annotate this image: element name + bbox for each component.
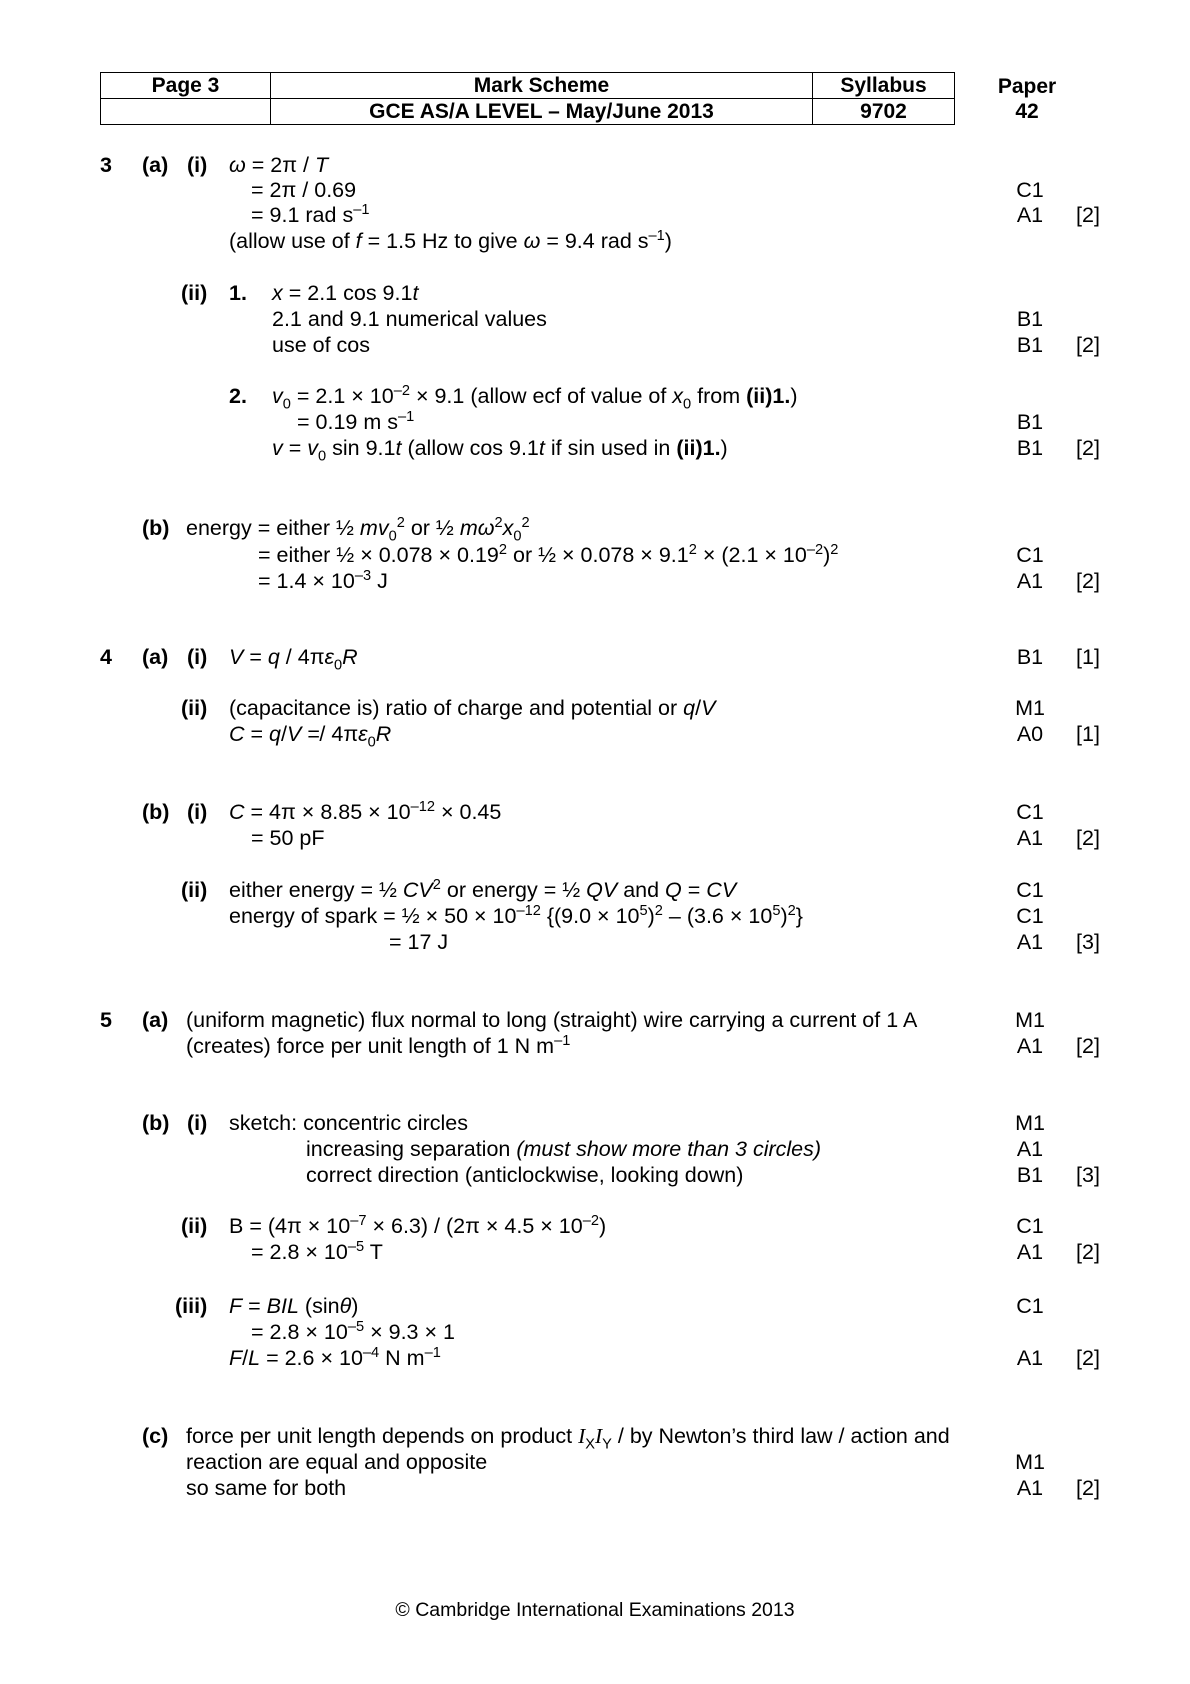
mark-total: [2] bbox=[1076, 333, 1100, 357]
subpart-label-5b-iii: (iii) bbox=[175, 1294, 208, 1318]
text-run: – (3.6 × 10 bbox=[662, 904, 773, 928]
answer-line-3aii1-2: 2.1 and 9.1 numerical values bbox=[272, 307, 547, 331]
text-run: ) bbox=[647, 904, 655, 928]
text-run: or ½ bbox=[404, 516, 460, 540]
text-run: (allow cos 9.1 bbox=[401, 436, 539, 460]
text-run: q bbox=[267, 645, 280, 669]
text-run: CV bbox=[402, 878, 433, 902]
text-run: = bbox=[243, 645, 268, 669]
superscript: –2 bbox=[582, 1212, 599, 1229]
answer-line-3aii1-1 bbox=[272, 283, 418, 305]
text-run: / bbox=[242, 1346, 249, 1370]
answer-line-5c-1 bbox=[186, 1424, 950, 1453]
text-run: and bbox=[617, 878, 666, 902]
text-run: m bbox=[459, 516, 478, 540]
subpart-label-5b-ii: (ii) bbox=[181, 1214, 208, 1238]
text-run: = bbox=[282, 436, 308, 460]
subpart-label-4b-i: (i) bbox=[187, 800, 208, 824]
omega-symbol: ω bbox=[477, 516, 495, 540]
text-run: (ii)1. bbox=[746, 384, 791, 408]
mark-code: C1 bbox=[1016, 800, 1044, 824]
answer-line-5bii-2 bbox=[251, 1238, 383, 1264]
mark-code: C1 bbox=[1016, 543, 1044, 567]
syllabus-code: 9702 bbox=[813, 99, 955, 125]
text-run: (capacitance is) ratio of charge and potential or bbox=[229, 696, 684, 720]
mark-code: A1 bbox=[1016, 826, 1044, 850]
text-run: V bbox=[229, 645, 244, 669]
subscript: 0 bbox=[318, 448, 327, 465]
answer-line-3aii2-2 bbox=[297, 408, 415, 434]
text-run: ) bbox=[720, 436, 728, 460]
text-run: / 4π bbox=[279, 645, 325, 669]
mark-code: B1 bbox=[1016, 307, 1044, 331]
answer-line-4aii-1 bbox=[229, 698, 715, 720]
answer-line-5biii-1 bbox=[229, 1296, 358, 1318]
mark-code: A1 bbox=[1016, 569, 1044, 593]
subscript: 0 bbox=[334, 657, 343, 674]
text-run: (sin bbox=[298, 1294, 340, 1318]
text-run: = bbox=[244, 722, 270, 746]
omega-symbol: ω bbox=[523, 229, 541, 253]
subscript: Y bbox=[602, 1436, 612, 1453]
subpart-label-3a-ii: (ii) bbox=[181, 281, 208, 305]
text-run: × (2.1 × 10 bbox=[696, 543, 807, 567]
text-run: / by Newton’s third law / action and bbox=[611, 1424, 950, 1448]
superscript: –7 bbox=[350, 1212, 367, 1229]
mark-code: C1 bbox=[1016, 904, 1044, 928]
mark-total: [1] bbox=[1076, 722, 1100, 746]
text-run: ) bbox=[664, 229, 672, 253]
text-run: = either ½ × 0.078 × 0.19 bbox=[258, 543, 499, 567]
text-run: = 9.4 rad s bbox=[540, 229, 649, 253]
mark-total: [2] bbox=[1076, 1240, 1100, 1264]
answer-line-5c-2: reaction are equal and opposite bbox=[186, 1450, 488, 1474]
mark-code: A1 bbox=[1016, 1137, 1044, 1161]
text-run: ) bbox=[790, 384, 798, 408]
question-number-3: 3 bbox=[100, 153, 112, 177]
text-run: × 9.3 × 1 bbox=[364, 1320, 455, 1344]
text-run: ) bbox=[351, 1294, 359, 1318]
subpart-label-4a-ii: (ii) bbox=[181, 696, 208, 720]
superscript: –1 bbox=[648, 227, 665, 244]
text-run: q bbox=[269, 722, 282, 746]
text-run: ) bbox=[823, 543, 831, 567]
mark-total: [2] bbox=[1076, 1034, 1100, 1058]
header-title: Mark Scheme bbox=[271, 73, 813, 99]
paper-number: 42 bbox=[1015, 100, 1039, 123]
text-run: increasing separation bbox=[306, 1137, 517, 1161]
header-table bbox=[100, 72, 955, 125]
answer-line-4bi-2: = 50 pF bbox=[251, 826, 325, 850]
superscript: 2 bbox=[521, 514, 530, 531]
text-run: L bbox=[248, 1346, 261, 1370]
mark-total: [2] bbox=[1076, 569, 1100, 593]
mark-total: [2] bbox=[1076, 203, 1100, 227]
superscript: –12 bbox=[516, 902, 541, 919]
answer-line-3ai-4 bbox=[229, 227, 672, 253]
text-run: × 9.1 (allow ecf of value of bbox=[409, 384, 673, 408]
header-subtitle: GCE AS/A LEVEL – May/June 2013 bbox=[271, 99, 813, 125]
omega-symbol: ω bbox=[229, 153, 246, 177]
text-run: energy of spark = ½ × 50 × 10 bbox=[229, 904, 517, 928]
mark-code: A1 bbox=[1016, 1476, 1044, 1500]
superscript: –1 bbox=[554, 1032, 571, 1049]
superscript: 2 bbox=[830, 541, 839, 558]
answer-line-3aii2-3 bbox=[272, 436, 728, 465]
superscript: 5 bbox=[639, 902, 648, 919]
mark-total: [2] bbox=[1076, 826, 1100, 850]
mark-code: C1 bbox=[1016, 1214, 1044, 1238]
text-run: R bbox=[375, 722, 392, 746]
superscript: –1 bbox=[424, 1344, 441, 1361]
subscript: 0 bbox=[388, 528, 397, 545]
mark-code: B1 bbox=[1016, 410, 1044, 434]
text-run: {(9.0 × 10 bbox=[540, 904, 640, 928]
subpart-label-4b-ii: (ii) bbox=[181, 878, 208, 902]
text-run: q bbox=[683, 696, 696, 720]
answer-line-5biii-2 bbox=[251, 1318, 455, 1344]
text-run: t bbox=[395, 436, 402, 460]
text-run: = bbox=[301, 722, 326, 746]
page-label: Page 3 bbox=[101, 73, 271, 99]
mark-code: C1 bbox=[1016, 1294, 1044, 1318]
answer-line-3b-3 bbox=[258, 567, 388, 593]
text-run: T bbox=[364, 1240, 383, 1264]
subscript: 0 bbox=[367, 734, 376, 751]
mark-total: [2] bbox=[1076, 1476, 1100, 1500]
superscript: 2 bbox=[498, 541, 508, 558]
superscript: 2 bbox=[654, 902, 663, 919]
part-label-5c: (c) bbox=[142, 1424, 169, 1448]
text-run: f bbox=[355, 229, 362, 253]
mark-code: B1 bbox=[1016, 436, 1044, 460]
superscript: –5 bbox=[347, 1238, 365, 1255]
footer-copyright: © Cambridge International Examinations 2013 bbox=[395, 1599, 795, 1621]
text-run: F bbox=[229, 1294, 243, 1318]
answer-line-5bi-1: sketch: concentric circles bbox=[229, 1111, 468, 1135]
text-run: T bbox=[314, 153, 329, 177]
superscript: 2 bbox=[432, 876, 441, 893]
text-run: mv bbox=[359, 516, 389, 540]
mark-code: C1 bbox=[1016, 178, 1044, 202]
answer-line-3aii1-3: use of cos bbox=[272, 333, 370, 357]
answer-line-3aii2-1 bbox=[272, 382, 798, 413]
part-label-4b: (b) bbox=[142, 800, 170, 824]
mark-code: M1 bbox=[1015, 1111, 1045, 1135]
mark-code: A1 bbox=[1016, 1034, 1044, 1058]
text-run: v bbox=[272, 384, 283, 408]
answer-line-4ai bbox=[229, 645, 358, 674]
question-number-4: 4 bbox=[100, 645, 112, 669]
mark-total: [3] bbox=[1076, 930, 1100, 954]
text-run: = 2.1 cos 9.1 bbox=[282, 281, 413, 305]
subscript: 0 bbox=[513, 528, 522, 545]
subpart-label-4a-i: (i) bbox=[187, 645, 208, 669]
text-run: (must show more than 3 circles) bbox=[516, 1137, 822, 1161]
text-run: x bbox=[672, 384, 684, 408]
text-run: I bbox=[594, 1424, 603, 1448]
answer-line-4bii-1 bbox=[229, 876, 737, 902]
text-run: or energy = ½ bbox=[440, 878, 587, 902]
mark-code: M1 bbox=[1015, 1450, 1045, 1474]
text-run: / 4π bbox=[319, 722, 359, 746]
mark-code: C1 bbox=[1016, 878, 1044, 902]
step-label-2: 2. bbox=[229, 384, 247, 408]
part-label-4a: (a) bbox=[142, 645, 169, 669]
superscript: –4 bbox=[362, 1344, 380, 1361]
text-run: x bbox=[502, 516, 514, 540]
text-run: t bbox=[412, 281, 419, 305]
text-run: x bbox=[272, 281, 283, 305]
mark-code: A1 bbox=[1016, 1240, 1044, 1264]
answer-line-5a-2 bbox=[186, 1032, 571, 1058]
text-run: / bbox=[281, 722, 287, 746]
text-run: = 4π × 8.85 × 10 bbox=[244, 800, 411, 824]
mark-code: A1 bbox=[1016, 203, 1044, 227]
text-run: or ½ × 0.078 × 9.1 bbox=[507, 543, 689, 567]
text-run: CV bbox=[706, 878, 737, 902]
text-run: (creates) force per unit length of 1 N m bbox=[186, 1034, 555, 1058]
answer-line-3b-1 bbox=[186, 514, 530, 545]
superscript: –2 bbox=[806, 541, 824, 558]
superscript: –5 bbox=[347, 1318, 365, 1335]
text-run: = 9.1 rad s bbox=[251, 203, 354, 227]
text-run: ) bbox=[598, 1214, 607, 1238]
text-run: N m bbox=[379, 1346, 425, 1370]
answer-line-3b-2 bbox=[258, 541, 839, 567]
answer-line-5bi-2 bbox=[306, 1139, 821, 1161]
text-run: × 0.45 bbox=[434, 800, 502, 824]
text-run: = 0.19 m s bbox=[297, 410, 398, 434]
superscript: 2 bbox=[494, 514, 503, 531]
text-run: Q bbox=[665, 878, 682, 902]
part-label-5b: (b) bbox=[142, 1111, 170, 1135]
text-run: = 2.6 × 10 bbox=[260, 1346, 363, 1370]
superscript: –1 bbox=[397, 408, 415, 425]
text-run: } bbox=[795, 904, 803, 928]
mark-total: [2] bbox=[1076, 1346, 1100, 1370]
mark-code: B1 bbox=[1016, 645, 1044, 669]
answer-line-4aii-2 bbox=[229, 722, 392, 751]
answer-line-3ai-3 bbox=[251, 201, 370, 227]
answer-line-5bi-3: correct direction (anticlockwise, looking down) bbox=[306, 1163, 744, 1187]
text-run: C bbox=[229, 800, 245, 824]
text-run: sin 9.1 bbox=[326, 436, 396, 460]
text-run: V bbox=[287, 722, 302, 746]
superscript: –2 bbox=[393, 382, 410, 399]
subpart-label-3a-i: (i) bbox=[187, 153, 208, 177]
superscript: –1 bbox=[353, 201, 370, 218]
answer-line-3ai-1 bbox=[229, 155, 328, 177]
text-run: energy = either ½ bbox=[186, 516, 360, 540]
superscript: 5 bbox=[772, 902, 781, 919]
syllabus-label: Syllabus bbox=[813, 73, 955, 99]
text-run: (allow use of bbox=[229, 229, 356, 253]
superscript: 2 bbox=[396, 514, 405, 531]
theta-symbol: θ bbox=[339, 1294, 352, 1318]
text-run: v bbox=[307, 436, 319, 460]
answer-line-5c-3: so same for both bbox=[186, 1476, 347, 1500]
text-run: = 2.8 × 10 bbox=[251, 1320, 348, 1344]
answer-line-5biii-3 bbox=[229, 1344, 441, 1370]
text-run: either energy = ½ bbox=[229, 878, 403, 902]
text-run: (ii)1. bbox=[676, 436, 721, 460]
answer-line-3ai-2: = 2π / 0.69 bbox=[251, 178, 357, 202]
part-label-3a: (a) bbox=[142, 153, 169, 177]
part-label-5a: (a) bbox=[142, 1008, 169, 1032]
mark-code: M1 bbox=[1015, 1008, 1045, 1032]
text-run: F bbox=[229, 1346, 243, 1370]
mark-code: B1 bbox=[1016, 1163, 1044, 1187]
epsilon-symbol: ε bbox=[358, 722, 368, 746]
text-run: = 1.4 × 10 bbox=[258, 569, 355, 593]
subscript: 0 bbox=[683, 396, 692, 413]
step-label-1: 1. bbox=[229, 281, 247, 305]
subscript: 0 bbox=[282, 396, 291, 413]
answer-line-4bii-3: = 17 J bbox=[389, 930, 449, 954]
text-run: V bbox=[701, 696, 716, 720]
mark-code: A1 bbox=[1016, 1346, 1044, 1370]
text-run: = bbox=[681, 878, 707, 902]
epsilon-symbol: ε bbox=[324, 645, 334, 669]
text-run: C bbox=[229, 722, 245, 746]
text-run: = 2.8 × 10 bbox=[251, 1240, 348, 1264]
mark-total: [2] bbox=[1076, 436, 1100, 460]
superscript: 2 bbox=[688, 541, 697, 558]
answer-line-5a-1: (uniform magnetic) flux normal to long (straight) wire carrying a current of 1 A bbox=[186, 1008, 918, 1032]
text-run: BIL bbox=[266, 1294, 299, 1318]
superscript: –3 bbox=[354, 567, 372, 584]
subpart-label-5b-i: (i) bbox=[187, 1111, 208, 1135]
answer-line-4bii-2 bbox=[229, 902, 803, 928]
text-run: / bbox=[695, 696, 702, 720]
text-run: J bbox=[371, 569, 388, 593]
mark-total: [1] bbox=[1076, 645, 1100, 669]
text-run: from bbox=[691, 384, 747, 408]
text-run: I bbox=[578, 1424, 586, 1448]
paper-label: Paper bbox=[997, 75, 1057, 98]
mark-code: A1 bbox=[1016, 930, 1044, 954]
mark-total: [3] bbox=[1076, 1163, 1100, 1187]
text-run: QV bbox=[586, 878, 618, 902]
text-run: B = (4π × 10 bbox=[229, 1214, 351, 1238]
text-run: = bbox=[242, 1294, 267, 1318]
subscript: X bbox=[585, 1436, 595, 1453]
mark-code: M1 bbox=[1015, 696, 1045, 720]
text-run: t bbox=[538, 436, 545, 460]
text-run: if sin used in bbox=[544, 436, 677, 460]
text-run: force per unit length depends on product bbox=[186, 1424, 579, 1448]
text-run: = 2.1 × 10 bbox=[290, 384, 394, 408]
superscript: 2 bbox=[787, 902, 796, 919]
part-label-3b: (b) bbox=[142, 516, 170, 540]
text-run: v bbox=[272, 436, 283, 460]
question-number-5: 5 bbox=[100, 1008, 112, 1032]
text-run: R bbox=[342, 645, 358, 669]
page-blank-cell bbox=[101, 99, 271, 125]
text-run: ) bbox=[780, 904, 788, 928]
text-run: × 6.3) / (2π × 4.5 × 10 bbox=[366, 1214, 583, 1238]
mark-code: A0 bbox=[1016, 722, 1044, 746]
text-run: = 2π / bbox=[245, 153, 315, 177]
answer-line-5bii-1 bbox=[229, 1212, 607, 1238]
superscript: –12 bbox=[410, 798, 435, 815]
mark-code: B1 bbox=[1016, 333, 1044, 357]
answer-line-4bi-1 bbox=[229, 798, 502, 824]
text-run: = 1.5 Hz to give bbox=[361, 229, 524, 253]
